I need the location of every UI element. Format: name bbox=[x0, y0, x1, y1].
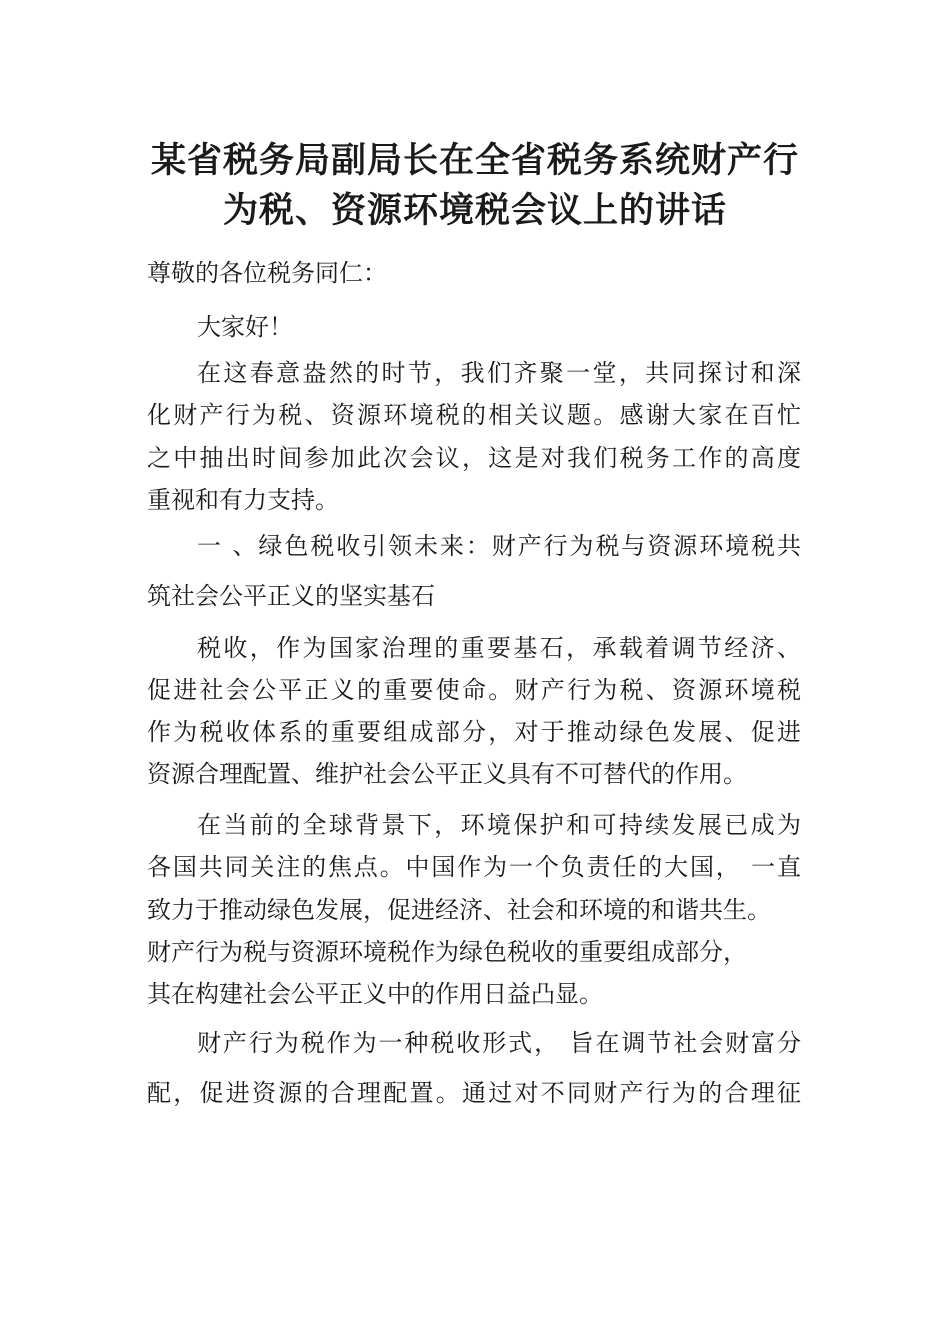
body-line: 促进社会公平正义的重要使命。财产行为税、资源环境税 bbox=[147, 676, 801, 704]
body-line: 作为税收体系的重要组成部分，对于推动绿色发展、促进 bbox=[147, 718, 801, 746]
document-title-line-1: 某省税务局副局长在全省税务系统财产行 bbox=[150, 141, 799, 181]
body-line: 在当前的全球背景下，环境保护和可持续发展已成为 bbox=[197, 811, 801, 839]
body-line: 致力于推动绿色发展，促进经济、社会和环境的和谐共生。 bbox=[147, 896, 771, 924]
body-line: 各国共同关注的焦点。中国作为一个负责任的大国， 一直 bbox=[147, 853, 801, 881]
body-line: 其在构建社会公平正义中的作用日益凸显。 bbox=[147, 980, 603, 1008]
body-line: 财产行为税与资源环境税作为绿色税收的重要组成部分， bbox=[147, 938, 747, 966]
body-line: 重视和有力支持。 bbox=[147, 486, 339, 514]
body-line: 配，促进资源的合理配置。通过对不同财产行为的合理征 bbox=[147, 1079, 801, 1107]
document-title-line-2: 为税、资源环境税会议上的讲话 bbox=[222, 191, 727, 231]
body-line: 税收，作为国家治理的重要基石，承载着调节经济、 bbox=[197, 634, 801, 662]
body-line: 在这春意盎然的时节，我们齐聚一堂，共同探讨和深 bbox=[197, 359, 801, 387]
salutation: 尊敬的各位税务同仁： bbox=[147, 259, 387, 287]
body-line: 之中抽出时间参加此次会议，这是对我们税务工作的高度 bbox=[147, 444, 801, 472]
body-line: 财产行为税作为一种税收形式， 旨在调节社会财富分 bbox=[197, 1029, 801, 1057]
section-heading-line: 一 、绿色税收引领未来：财产行为税与资源环境税共 bbox=[197, 532, 801, 560]
body-line: 资源合理配置、维护社会公平正义具有不可替代的作用。 bbox=[147, 760, 747, 788]
greeting: 大家好！ bbox=[197, 313, 293, 341]
section-heading-line: 筑社会公平正义的坚实基石 bbox=[147, 582, 435, 610]
body-line: 化财产行为税、资源环境税的相关议题。感谢大家在百忙 bbox=[147, 401, 801, 429]
